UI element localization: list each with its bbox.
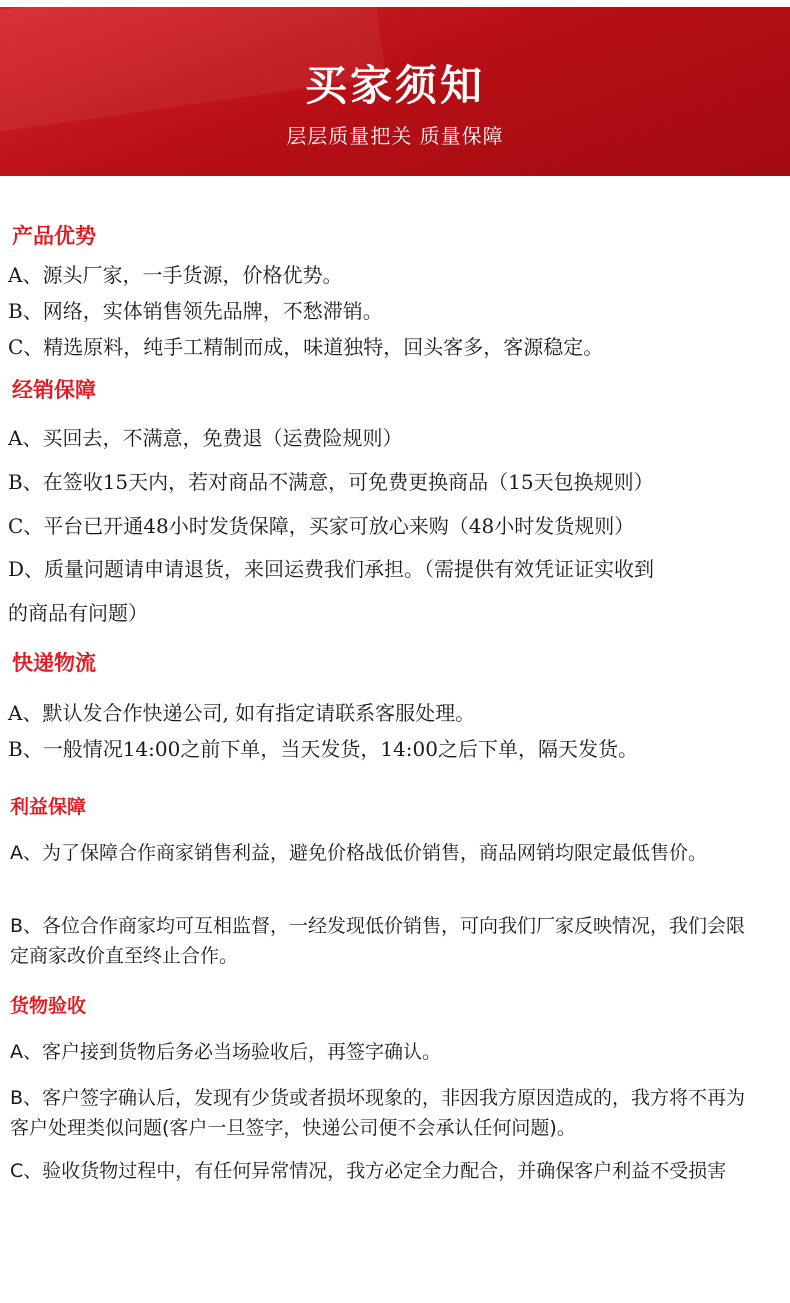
section-title-interest-protection: 利益保障 xyxy=(10,796,87,818)
dealer-guarantee-item-a: A、买回去，不满意，免费退（运费险规则） xyxy=(8,426,403,450)
goods-inspection-item-c: C、验收货物过程中，有任何异常情况，我方必定全力配合，并确保客户利益不受损害 xyxy=(10,1160,727,1182)
banner-subtitle: 层层质量把关 质量保障 xyxy=(286,124,504,148)
dealer-guarantee-item-d: D、质量问题请申请退货，来回运费我们承担。（需提供有效凭证证实收到 xyxy=(8,557,655,581)
header-banner xyxy=(0,7,790,176)
banner-title: 买家须知 xyxy=(304,61,485,110)
section-title-product-advantage: 产品优势 xyxy=(12,224,96,248)
product-advantage-item-c: C、精选原料，纯手工精制而成，味道独特，回头客多，客源稳定。 xyxy=(8,335,604,359)
interest-protection-item-a: A、为了保障合作商家销售利益，避免价格战低价销售，商品网销均限定最低售价。 xyxy=(10,842,707,864)
logistics-item-b: B、一般情况14:00之前下单，当天发货，14:00之后下单，隔天发货。 xyxy=(8,737,638,761)
dealer-guarantee-item-d-cont: 的商品有问题） xyxy=(8,601,148,625)
section-title-express-logistics: 快递物流 xyxy=(12,651,96,675)
goods-inspection-item-b: B、客户签字确认后，发现有少货或者损坏现象的，非因我方原因造成的，我方将不再为客户处理类似问题(客户一旦签字，快递公司便不会承认任何问题)。 xyxy=(10,1087,746,1139)
section-title-dealer-guarantee: 经销保障 xyxy=(12,378,96,402)
section-title-goods-inspection: 货物验收 xyxy=(10,995,87,1017)
product-advantage-item-a: A、源头厂家，一手货源，价格优势。 xyxy=(8,263,343,287)
dealer-guarantee-item-b: B、在签收15天内，若对商品不满意，可免费更换商品（15天包换规则） xyxy=(8,470,654,494)
logistics-item-a: A、默认发合作快递公司, 如有指定请联系客服处理。 xyxy=(8,701,476,725)
product-advantage-item-b: B、网络，实体销售领先品牌，不愁滞销。 xyxy=(8,299,383,323)
dealer-guarantee-item-c: C、平台已开通48小时发货保障，买家可放心来购（48小时发货规则） xyxy=(8,514,635,538)
goods-inspection-item-a: A、客户接到货物后务必当场验收后，再签字确认。 xyxy=(10,1041,441,1063)
interest-protection-item-b: B、各位合作商家均可互相监督，一经发现低价销售，可向我们厂家反映情况，我们会限定商家改价直至终止合作。 xyxy=(10,915,746,967)
